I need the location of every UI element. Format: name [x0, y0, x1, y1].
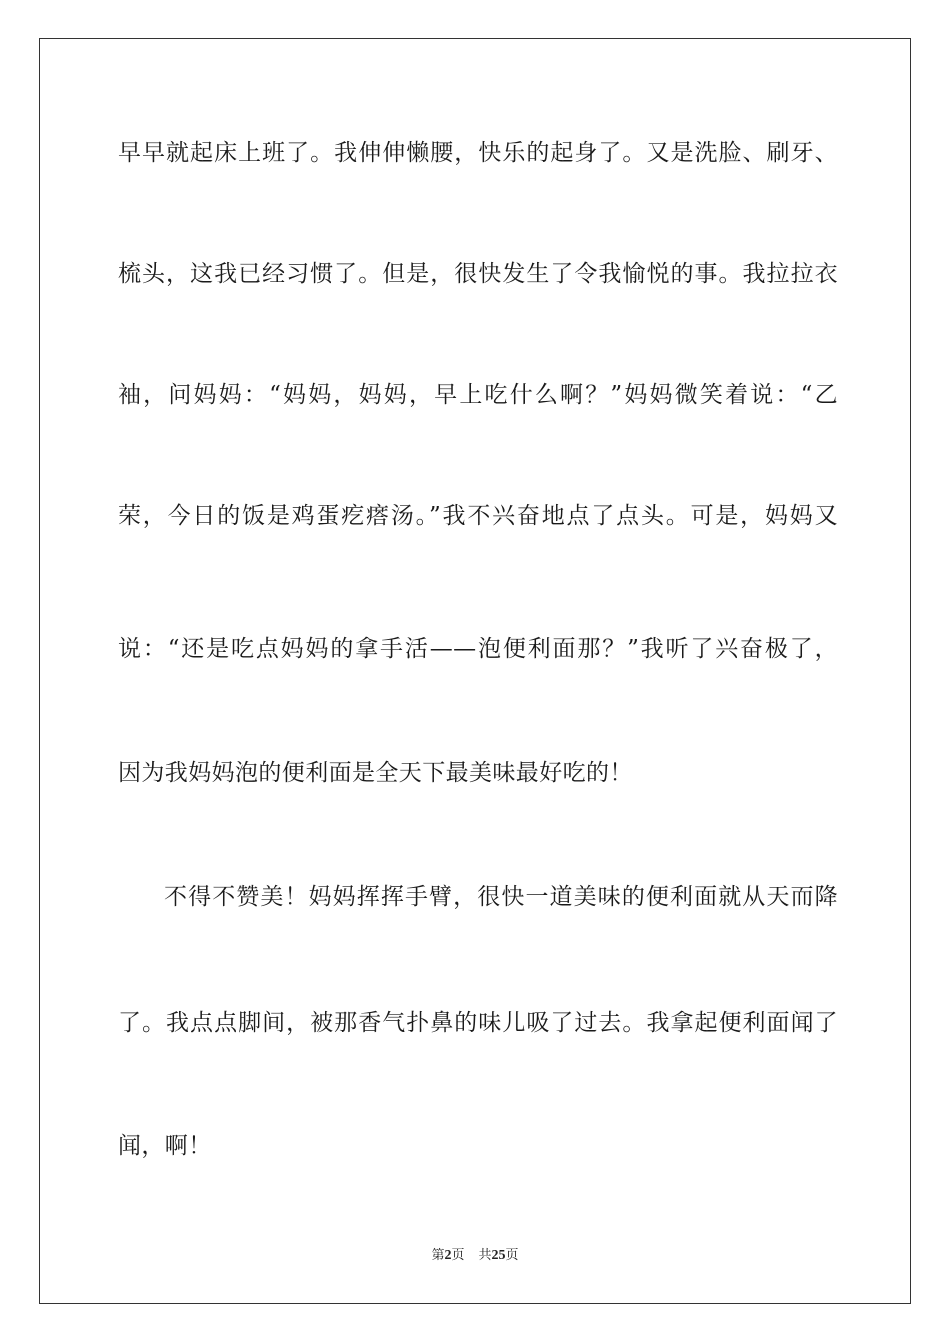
text-line: 荣，今日的饭是鸡蛋疙瘩汤。”我不兴奋地点了点头。可是，妈妈又 — [118, 503, 838, 529]
total-suffix: 页 — [505, 1248, 519, 1263]
text-line: 说：“还是吃点妈妈的拿手活——泡便利面那？”我听了兴奋极了， — [118, 636, 838, 662]
text-line: 闻，啊！ — [118, 1133, 212, 1159]
text-line: 梳头，这我已经习惯了。但是，很快发生了令我愉悦的事。我拉拉衣 — [118, 261, 838, 287]
page-border — [39, 38, 911, 1304]
page-footer — [0, 1247, 950, 1265]
text-line: 袖，问妈妈：“妈妈，妈妈，早上吃什么啊？”妈妈微笑着说：“乙 — [118, 382, 838, 408]
text-line: 早早就起床上班了。我伸伸懒腰，快乐的起身了。又是洗脸、刷牙、 — [118, 140, 838, 166]
total-pages: 25 — [491, 1248, 506, 1263]
text-line: 因为我妈妈泡的便利面是全天下最美味最好吃的！ — [118, 760, 633, 786]
page-number: 2 — [444, 1248, 452, 1263]
text-line-indented: 不得不赞美！妈妈挥挥手臂，很快一道美味的便利面就从天而降 — [164, 884, 838, 910]
page-prefix: 第 — [431, 1248, 445, 1263]
total-prefix: 共 — [478, 1248, 492, 1263]
text-line: 了。我点点脚间，被那香气扑鼻的味儿吸了过去。我拿起便利面闻了 — [118, 1010, 838, 1036]
page-suffix: 页 — [451, 1248, 465, 1263]
